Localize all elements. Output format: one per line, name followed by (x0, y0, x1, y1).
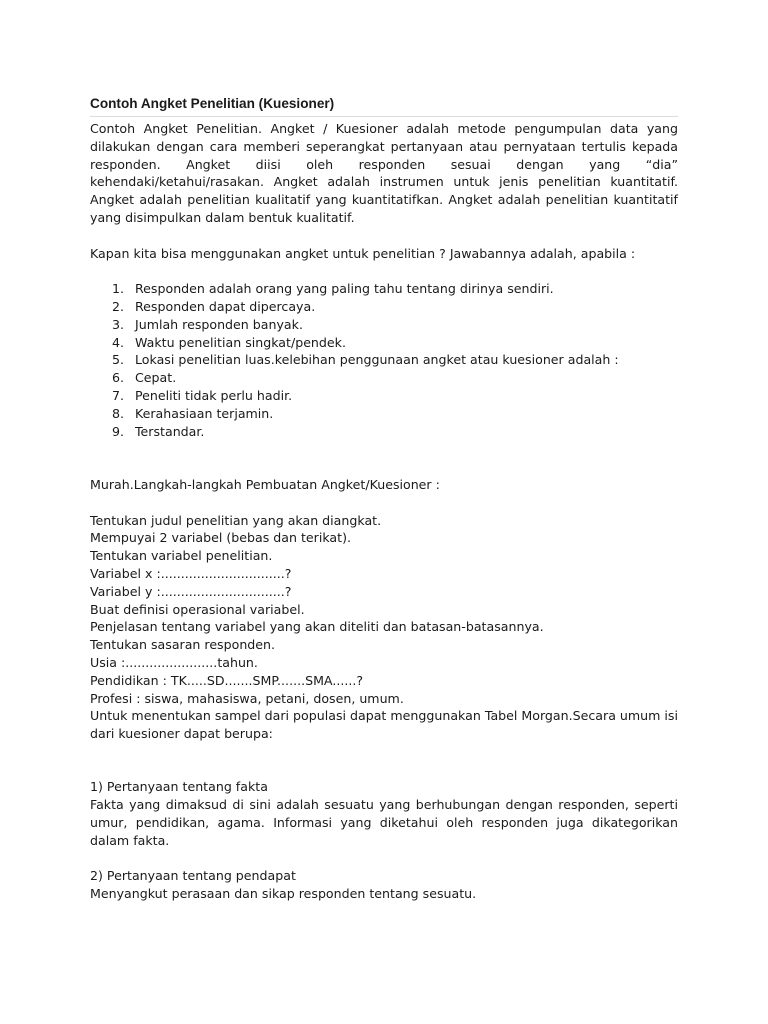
list-number: 2. (112, 298, 125, 314)
list-item (90, 405, 678, 423)
section-heading-fakta: 1) Pertanyaan tentang fakta (90, 779, 268, 795)
list-number: 9. (112, 423, 125, 439)
list-item (90, 423, 678, 441)
step-line: Buat definisi operasional variabel. (90, 601, 305, 617)
document-title: Contoh Angket Penelitian (Kuesioner) (90, 95, 678, 117)
document-page (90, 95, 678, 903)
step-line: Usia :.......................tahun. (90, 654, 258, 670)
list-item (90, 351, 678, 369)
step-line: Variabel x :...............................? (90, 565, 292, 581)
steps-heading: Murah.Langkah-langkah Pembuatan Angket/Kuesioner : (90, 476, 440, 492)
section-heading-pendapat: 2) Pertanyaan tentang pendapat (90, 868, 296, 884)
spacer (90, 440, 678, 476)
morgan-paragraph: Untuk menentukan sampel dari populasi dapat menggunakan Tabel Morgan.Secara umum isi dari kuesioner dapat berupa: (90, 708, 678, 742)
steps-block (90, 512, 678, 708)
spacer (90, 227, 678, 245)
step-line: Penjelasan tentang variabel yang akan diteliti dan batasan-batasannya. (90, 619, 544, 635)
step-line: Variabel y :...............................? (90, 583, 292, 599)
list-item-text: Jumlah responden banyak. (135, 316, 303, 332)
spacer (90, 743, 678, 779)
list-item-text: Cepat. (135, 370, 177, 386)
list-item-text: Terstandar. (135, 423, 205, 439)
list-item (90, 369, 678, 387)
list-item-text: Responden adalah orang yang paling tahu tentang dirinya sendiri. (135, 281, 554, 297)
step-line: Pendidikan : TK.....SD.......SMP.......SMA......? (90, 672, 364, 688)
list-item-text: Responden dapat dipercaya. (135, 298, 316, 314)
list-item-text: Waktu penelitian singkat/pendek. (135, 334, 346, 350)
list-item (90, 316, 678, 334)
list-item (90, 334, 678, 352)
list-number: 1. (112, 281, 125, 297)
question-paragraph: Kapan kita bisa menggunakan angket untuk penelitian ? Jawabannya adalah, apabila : (90, 245, 636, 261)
list-item (90, 298, 678, 316)
list-item-text: Peneliti tidak perlu hadir. (135, 387, 293, 403)
list-number: 4. (112, 334, 125, 350)
step-line: Mempuyai 2 variabel (bebas dan terikat). (90, 530, 351, 546)
section-body-pendapat: Menyangkut perasaan dan sikap responden tentang sesuatu. (90, 886, 477, 902)
step-line: Tentukan judul penelitian yang akan diangkat. (90, 512, 382, 528)
list-item (90, 280, 678, 298)
list-number: 7. (112, 387, 125, 403)
spacer (90, 262, 678, 280)
list-item (90, 387, 678, 405)
spacer (90, 494, 678, 512)
list-item-text: Kerahasiaan terjamin. (135, 405, 274, 421)
section-body-fakta: Fakta yang dimaksud di sini adalah sesuatu yang berhubungan dengan responden, seperti umur, pendidikan, agama. Informasi yang diketahui oleh responden juga dikategorikan dalam fakta. (90, 797, 678, 848)
list-number: 6. (112, 370, 125, 386)
criteria-list (90, 280, 678, 440)
step-line: Tentukan variabel penelitian. (90, 548, 273, 564)
step-line: Profesi : siswa, mahasiswa, petani, dosen, umum. (90, 690, 404, 706)
list-number: 8. (112, 405, 125, 421)
list-number: 5. (112, 352, 125, 368)
spacer (90, 850, 678, 868)
list-number: 3. (112, 316, 125, 332)
intro-paragraph: Contoh Angket Penelitian. Angket / Kuesioner adalah metode pengumpulan data yang dilakukan dengan cara memberi seperangkat pertanyaan atau pernyataan tertulis kepada responden. Angket diisi oleh responden sesuai dengan yang “dia” kehendaki/ketahui/rasakan. Angket adalah instrumen untuk jenis penelitian kuantitatif. Angket adalah penelitian kualitatif yang kuantitatifkan. Angket adalah penelitian kuantitatif yang disimpulkan dalam bentuk kualitatif. (90, 121, 678, 225)
step-line: Tentukan sasaran responden. (90, 637, 276, 653)
list-item-text: Lokasi penelitian luas.kelebihan penggunaan angket atau kuesioner adalah : (135, 352, 619, 368)
